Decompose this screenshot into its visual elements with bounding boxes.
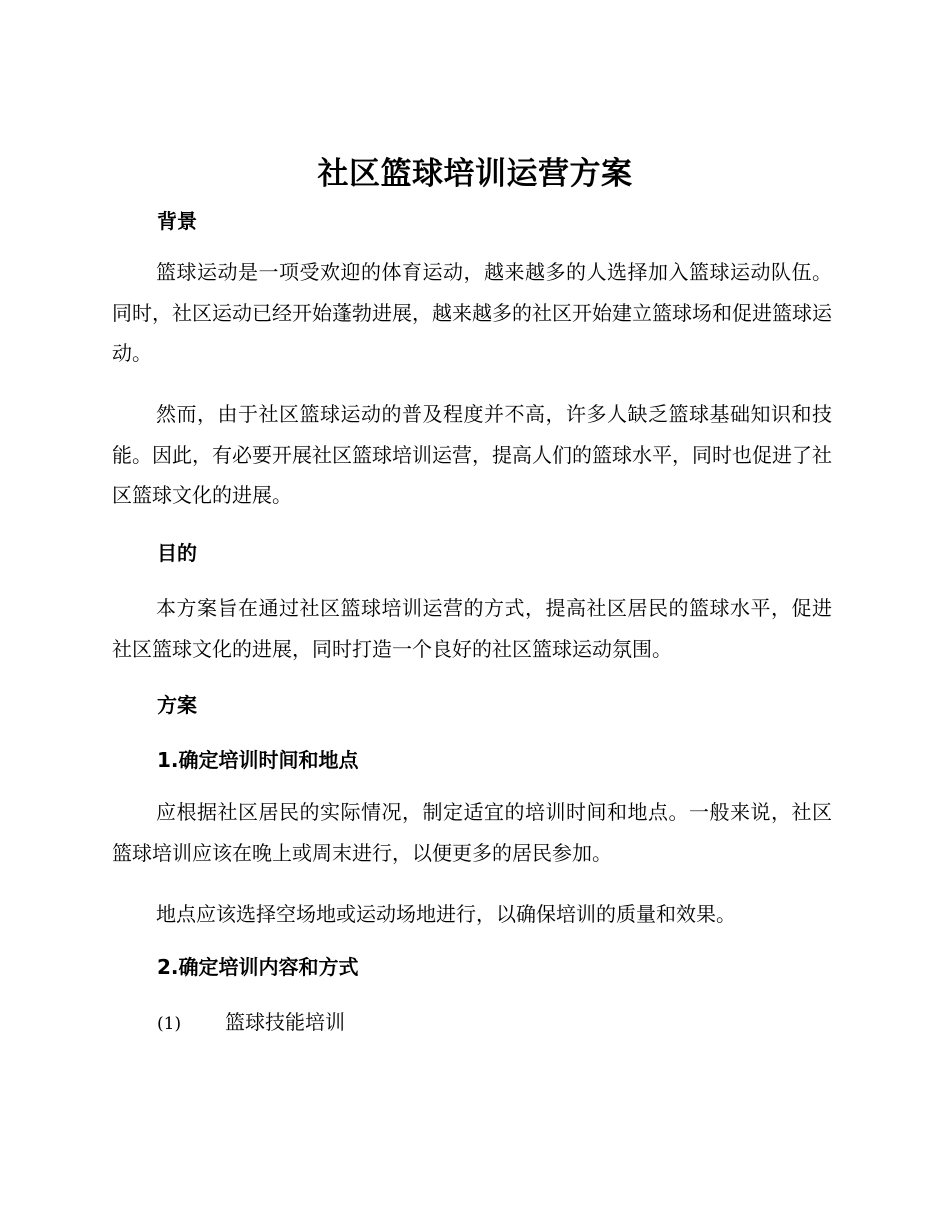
heading-step-1: 1.确定培训时间和地点 (157, 748, 359, 772)
list-marker: (1) (157, 1014, 182, 1034)
paragraph-step-1-1: 应根据社区居民的实际情况，制定适宜的培训时间和地点。一般来说，社区篮球培训应该在晚上或周末进行，以便更多的居民参加。 (112, 800, 832, 865)
paragraph-purpose-1: 本方案旨在通过社区篮球培训运营的方式，提高社区居民的篮球水平，促进社区篮球文化的进展，同时打造一个良好的社区篮球运动氛围。 (112, 596, 832, 661)
document-title: 社区篮球培训运营方案 (317, 156, 633, 192)
heading-background: 背景 (157, 209, 197, 233)
heading-step-2: 2.确定培训内容和方式 (157, 955, 359, 979)
paragraph-background-2: 然而，由于社区篮球运动的普及程度并不高，许多人缺乏篮球基础知识和技能。因此，有必要开展社区篮球培训运营，提高人们的篮球水平，同时也促进了社区篮球文化的进展。 (112, 402, 832, 507)
list-item-1 (157, 1007, 345, 1039)
heading-purpose: 目的 (157, 541, 197, 565)
paragraph-step-1-2: 地点应该选择空场地或运动场地进行，以确保培训的质量和效果。 (156, 902, 736, 926)
paragraph-background-1: 篮球运动是一项受欢迎的体育运动，越来越多的人选择加入篮球运动队伍。同时，社区运动已经开始蓬勃进展，越来越多的社区开始建立篮球场和促进篮球运动。 (112, 260, 832, 365)
heading-plan: 方案 (157, 693, 197, 717)
list-item-text: 篮球技能培训 (225, 1010, 345, 1034)
